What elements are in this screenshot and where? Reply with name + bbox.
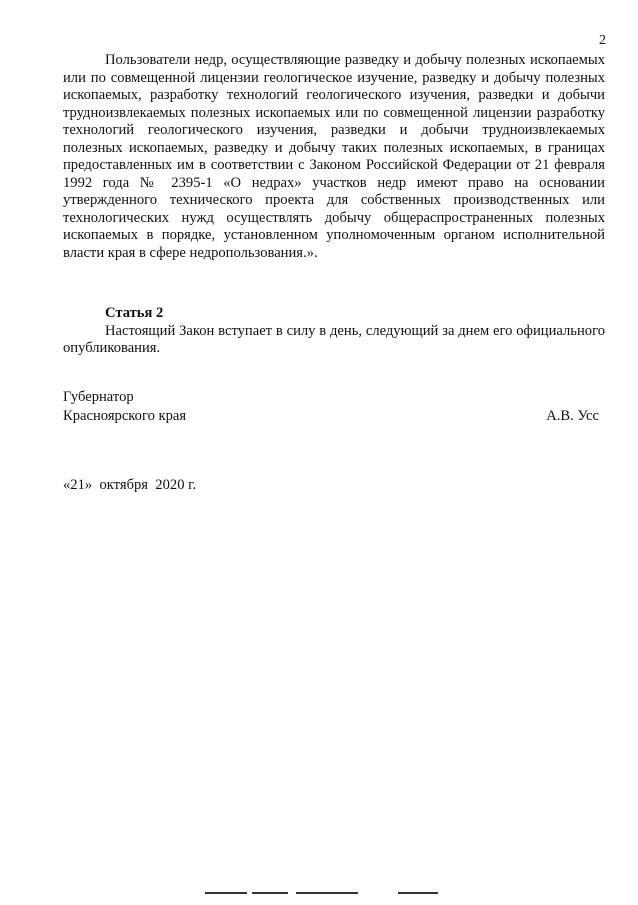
- paragraph: Пользователи недр, осуществляющие разведку и добычу полезных ископаемых или по совмещенной лицензии геологическое изучение, разведку и добычу полезных ископаемых, разработку технологий геологического изучения, разведки и добычи трудноизвлекаемых полезных ископаемых или по совмещенной лицензии разработку технологий геологического изучения, разведки и добычи трудноизвлекаемых полезных ископаемых, разведку и добычу таких полезных ископаемых, в границах предоставленных им в соответствии с Законом Российской Федерации от 21 февраля 1992 года № 2395-1 «О недрах» участков недр имеют право на основании утвержденного технического проекта для собственных производственных или технологических нужд осуществлять добычу общераспространенных полезных ископаемых в порядке, установленном уполномоченным органом исполнительной власти края в сфере недропользования.».: [63, 52, 605, 261]
- article-2: [63, 305, 605, 358]
- signature-line: [63, 407, 605, 426]
- article-heading: Статья 2: [105, 305, 164, 321]
- signatory-title-line-2: Красноярского края: [63, 408, 187, 424]
- main-text-block: [63, 52, 605, 262]
- signatory-name: А.В. Усс: [546, 408, 599, 424]
- scan-mark: [252, 892, 288, 894]
- article-text: Настоящий Закон вступает в силу в день, следующий за днем его официального опубликования.: [63, 322, 605, 356]
- page-number: 2: [599, 33, 606, 48]
- signature-block: [63, 388, 605, 426]
- scan-footer-marks: [0, 892, 638, 898]
- document-date: «21» октября 2020 г.: [63, 477, 197, 493]
- scan-mark: [296, 892, 358, 894]
- scan-mark: [398, 892, 438, 894]
- scan-mark: [205, 892, 247, 894]
- signatory-title-line-1: Губернатор: [63, 389, 134, 405]
